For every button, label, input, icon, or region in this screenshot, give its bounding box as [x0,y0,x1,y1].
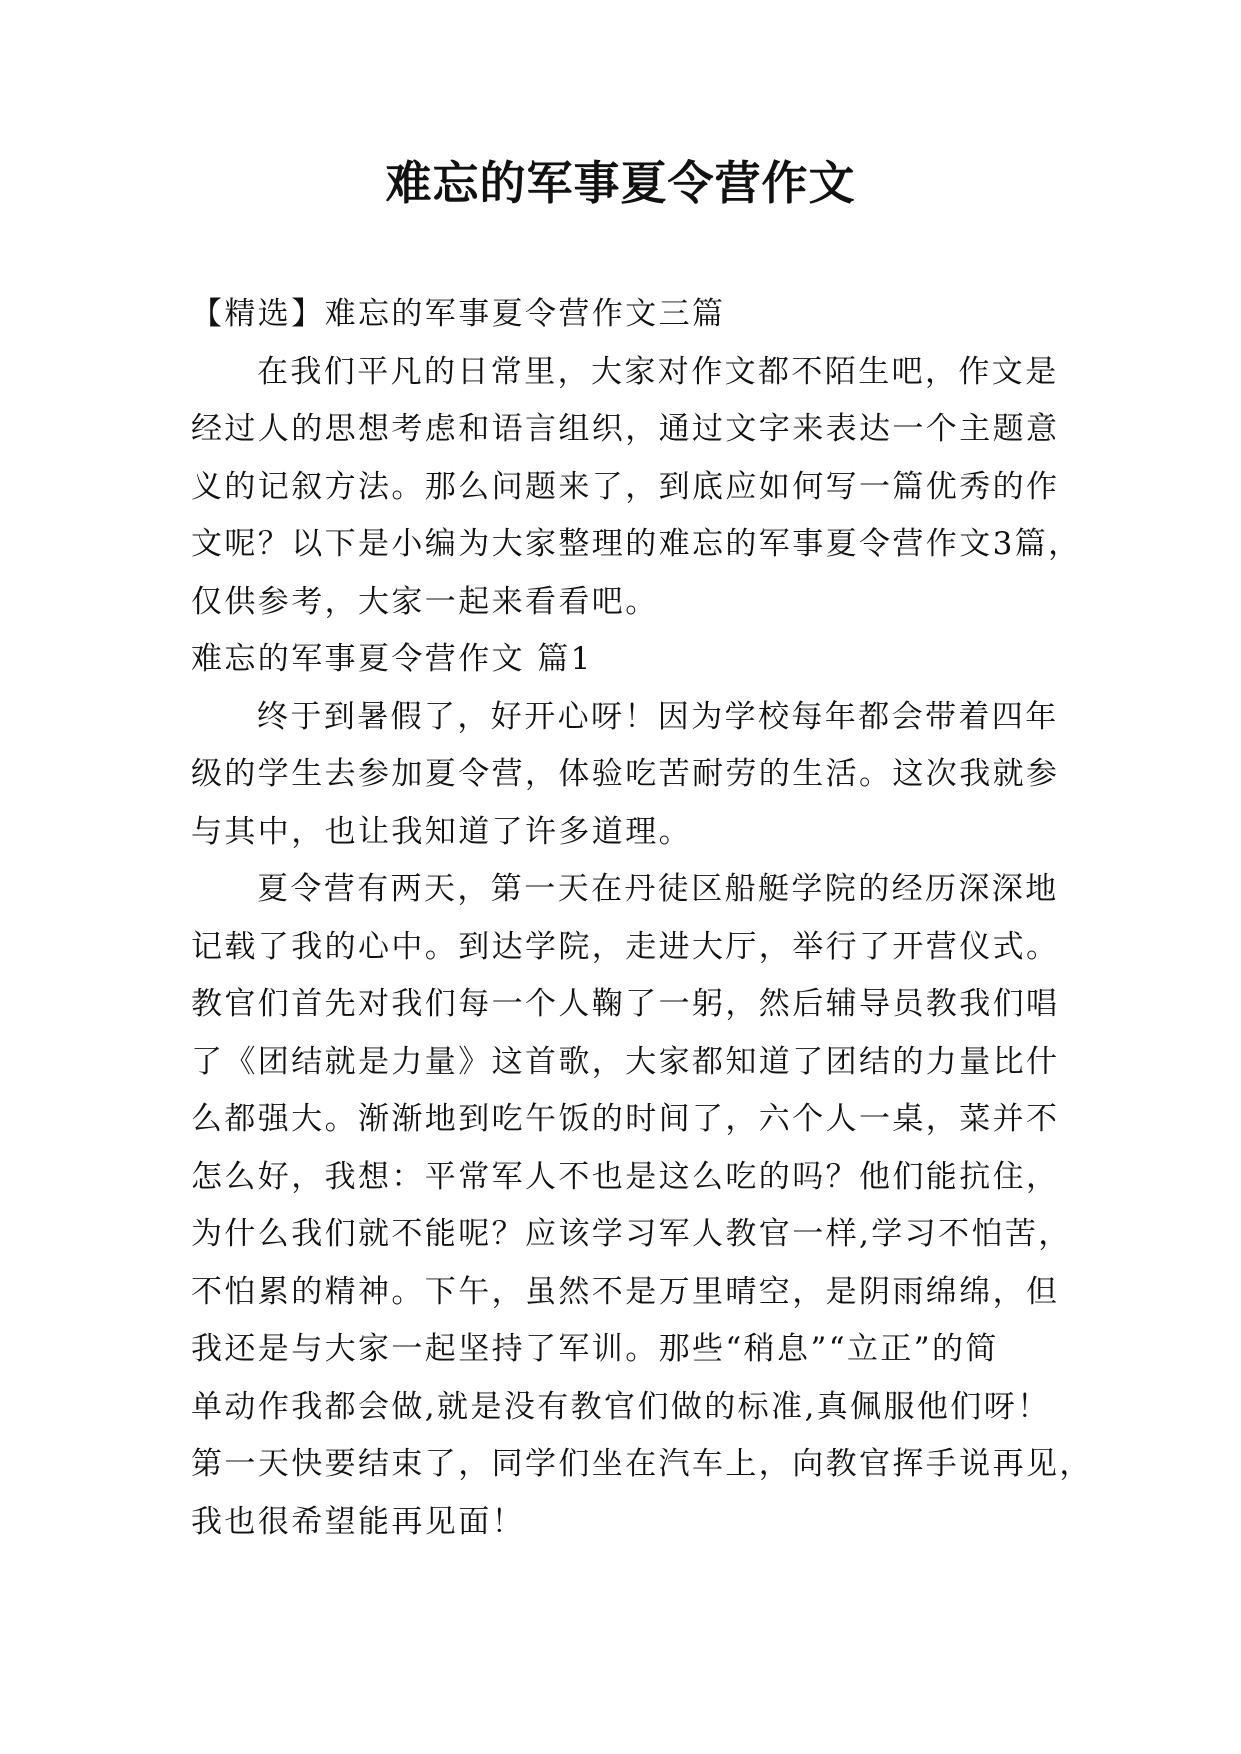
text-line: 我还是与大家一起坚持了军训。那些“稍息”“立正”的简 [191,1331,999,1367]
document-body [191,286,1093,1551]
text-line: 第一天快要结束了，同学们坐在汽车上，向教官挥手说再见， [191,1446,1093,1482]
text-line: 不怕累的精神。下午，虽然不是万里晴空，是阴雨绵绵，但 [191,1273,1060,1310]
text-line: 与其中，也让我知道了许多道理。 [191,813,692,850]
document-title: 难忘的军事夏令营作文 [385,156,856,210]
text-line: 夏令营有两天，第一天在丹徒区船艇学院的经历深深地 [257,871,1059,907]
text-line: 经过人的思想考虑和语言组织，通过文字来表达一个主题意 [191,411,1060,447]
text-line: 仅供参考，大家一起来看看吧。 [191,583,659,620]
text-line: 终于到暑假了，好开心呀！因为学校每年都会带着四年 [257,698,1059,735]
text-line: 记载了我的心中。到达学院，走进大厅，举行了开营仪式。 [191,928,1060,965]
text-line: 教官们首先对我们每一个人鞠了一躬，然后辅导员教我们唱 [191,986,1060,1022]
text-line: 难忘的军事夏令营作文 篇1 [191,641,593,677]
text-line: 怎么好，我想：平常军人不也是这么吃的吗？他们能抗住， [191,1158,1060,1195]
text-line: 为什么我们就不能呢？应该学习军人教官一样,学习不怕苦， [191,1216,1072,1252]
text-line: 【精选】难忘的军事夏令营作文三篇 [191,296,726,332]
text-line: 我也很希望能再见面！ [191,1503,525,1540]
text-line: 么都强大。渐渐地到吃午饭的时间了，六个人一桌，菜并不 [191,1101,1060,1137]
text-line: 了《团结就是力量》这首歌，大家都知道了团结的力量比什 [191,1043,1060,1080]
text-line: 在我们平凡的日常里，大家对作文都不陌生吧，作文是 [257,353,1059,390]
text-line: 单动作我都会做,就是没有教官们做的标准,真佩服他们呀！ [191,1388,1051,1425]
text-line: 文呢？以下是小编为大家整理的难忘的军事夏令营作文3篇， [191,526,1082,562]
text-line: 义的记叙方法。那么问题来了，到底应如何写一篇优秀的作 [191,468,1060,505]
text-line: 级的学生去参加夏令营，体验吃苦耐劳的生活。这次我就参 [191,756,1060,792]
